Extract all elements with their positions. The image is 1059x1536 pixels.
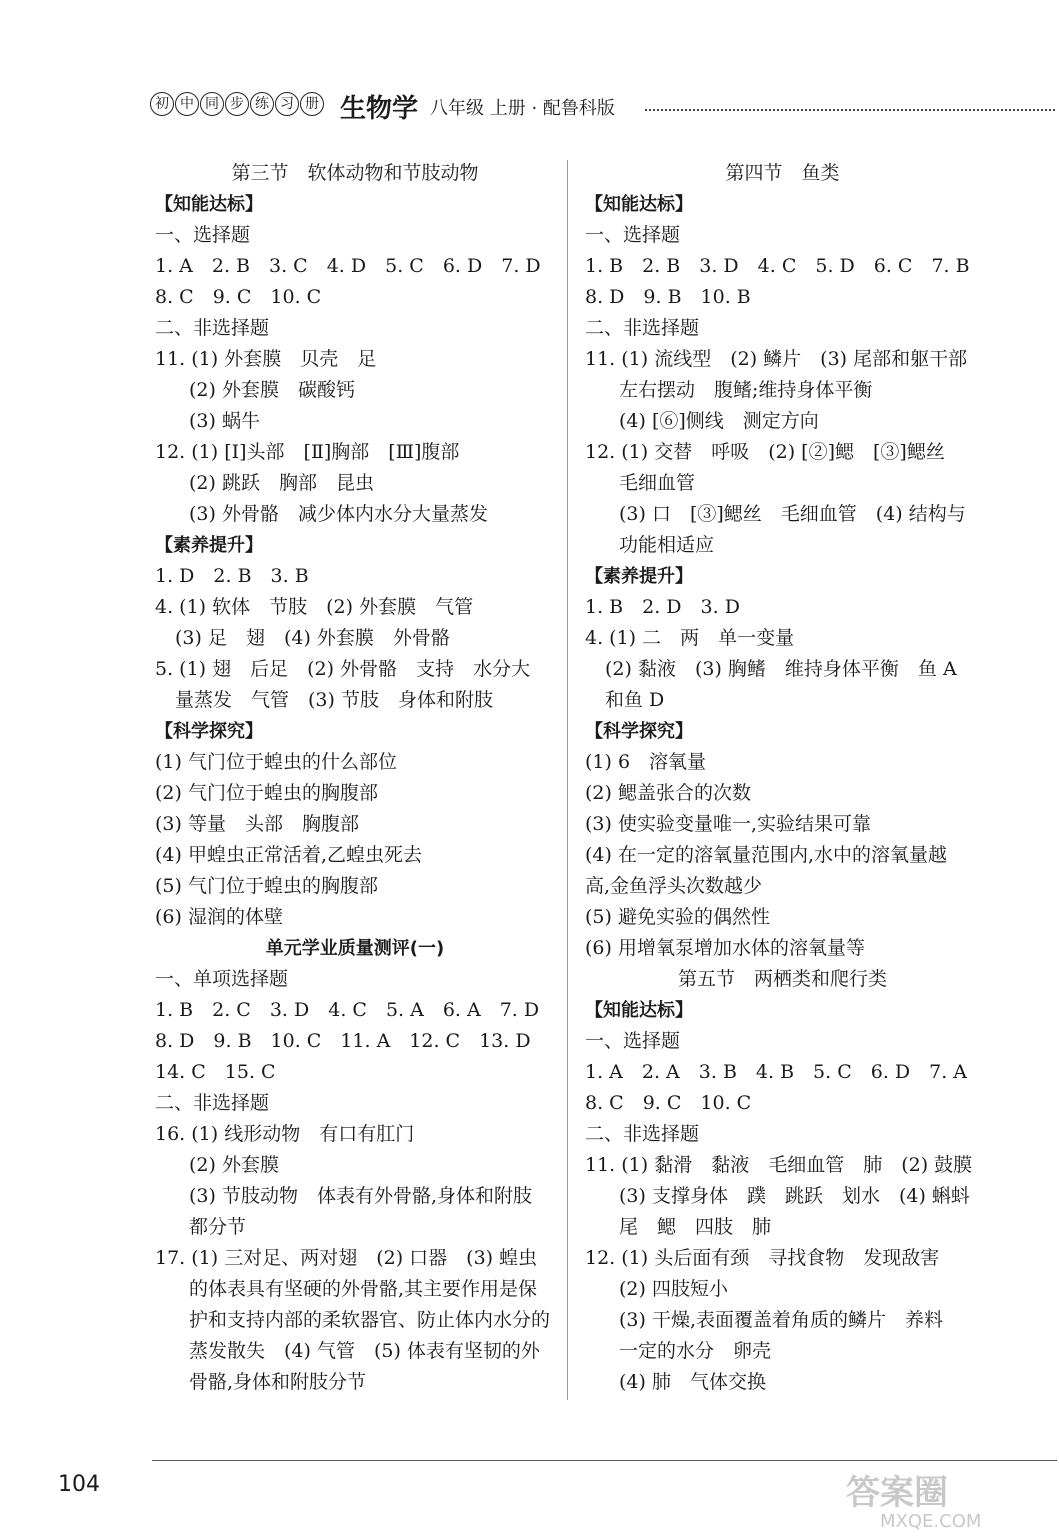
section-heading: 【知能达标】 (155, 194, 263, 215)
answer-line: 骨骼,身体和附肢分节 (189, 1371, 367, 1393)
column-divider (567, 160, 568, 1400)
answer-line: 高,金鱼浮头次数越少 (585, 875, 763, 897)
answer-line: (4) 肺 气体交换 (619, 1371, 766, 1393)
page-number: 104 (58, 1472, 100, 1497)
answer-line: 16. (1) 线形动物 有口有肛门 (155, 1123, 415, 1145)
answer-line: 1. B 2. B 3. D 4. C 5. D 6. C 7. B (585, 255, 970, 277)
svg-text:答案圈: 答案圈 (846, 1473, 948, 1513)
series-char: 同 (200, 92, 224, 116)
left-column (155, 158, 555, 1398)
answer-line: 1. B 2. C 3. D 4. C 5. A 6. A 7. D (155, 999, 540, 1021)
section-heading: 【科学探究】 (585, 721, 693, 742)
answer-line: 二、非选择题 (155, 317, 270, 339)
answer-line: (1) 气门位于蝗虫的什么部位 (155, 751, 397, 773)
answer-line: 8. C 9. C 10. C (155, 286, 322, 308)
answer-line: 1. D 2. B 3. B (155, 565, 309, 587)
answer-line: 一定的水分 卵壳 (619, 1340, 772, 1362)
answer-line: 一、选择题 (585, 224, 681, 246)
answer-line: 都分节 (189, 1216, 247, 1238)
section-title: 单元学业质量测评(一) (265, 938, 445, 959)
answer-line: (2) 鳃盖张合的次数 (585, 782, 751, 804)
answer-line: 12. (1) 交替 呼吸 (2) [②]鳃 [③]鳃丝 (585, 441, 945, 463)
subject-title: 生物学 (340, 94, 419, 124)
series-char: 步 (225, 92, 249, 116)
answer-line: 的体表具有坚硬的外骨骼,其主要作用是保 (189, 1278, 538, 1300)
series-char: 习 (275, 92, 299, 116)
watermark-logo (840, 1470, 1050, 1530)
answer-line: (3) 蜗牛 (189, 410, 260, 432)
answer-line: 护和支持内部的柔软器官、防止体内水分的 (189, 1309, 551, 1331)
answer-line: 12. (1) 头后面有颈 寻找食物 发现敌害 (585, 1247, 940, 1269)
answer-line: (2) 四肢短小 (619, 1278, 728, 1300)
answer-line: 4. (1) 软体 节肢 (2) 外套膜 气管 (155, 596, 474, 618)
answer-line: 11. (1) 外套膜 贝壳 足 (155, 348, 377, 370)
answer-line: (6) 湿润的体壁 (155, 906, 283, 928)
answer-line: 一、单项选择题 (155, 968, 289, 990)
answer-line: 11. (1) 黏滑 黏液 毛细血管 肺 (2) 鼓膜 (585, 1154, 973, 1176)
answer-line: 一、选择题 (585, 1030, 681, 1052)
answer-line: (4) 在一定的溶氧量范围内,水中的溶氧量越 (585, 844, 947, 866)
answer-line: 尾 鳃 四肢 肺 (619, 1216, 772, 1238)
answer-line: (5) 避免实验的偶然性 (585, 906, 770, 928)
answer-line: 和鱼 D (605, 689, 665, 711)
answer-line: 8. D 9. B 10. B (585, 286, 751, 308)
series-title (150, 92, 325, 116)
right-column (585, 158, 980, 1398)
answer-line: 左右摆动 腹鳍;维持身体平衡 (619, 379, 873, 401)
answer-line: (4) [⑥]侧线 测定方向 (619, 410, 819, 432)
answer-line: (2) 外套膜 (189, 1154, 279, 1176)
answer-line: 毛细血管 (619, 472, 696, 494)
section-title: 第三节 软体动物和节肢动物 (231, 162, 479, 184)
page-header (150, 88, 1059, 128)
grade-edition: 八年级 上册 · 配鲁科版 (430, 98, 615, 119)
header-dotted-rule (645, 109, 1055, 111)
section-heading: 【知能达标】 (585, 1000, 693, 1021)
section-title: 第四节 鱼类 (725, 162, 840, 184)
answer-line: (2) 黏液 (3) 胸鳍 维持身体平衡 鱼 A (605, 658, 957, 680)
section-heading: 【素养提升】 (585, 566, 693, 587)
answer-line: (3) 外骨骼 减少体内水分大量蒸发 (189, 503, 488, 525)
answer-line: 量蒸发 气管 (3) 节肢 身体和附肢 (175, 689, 493, 711)
answer-line: (2) 跳跃 胸部 昆虫 (189, 472, 374, 494)
section-heading: 【知能达标】 (585, 194, 693, 215)
answer-line: 二、非选择题 (155, 1092, 270, 1114)
series-char: 初 (150, 92, 174, 116)
answer-line: 1. B 2. D 3. D (585, 596, 740, 618)
answer-line: (4) 甲蝗虫正常活着,乙蝗虫死去 (155, 844, 422, 866)
answer-line: 功能相适应 (619, 534, 715, 556)
answer-line: (3) 节肢动物 体表有外骨骼,身体和附肢 (189, 1185, 532, 1207)
answer-line: 8. D 9. B 10. C 11. A 12. C 13. D (155, 1030, 531, 1052)
series-char: 中 (175, 92, 199, 116)
answer-line: (3) 口 [③]鳃丝 毛细血管 (4) 结构与 (619, 503, 966, 525)
answer-line: (3) 干燥,表面覆盖着角质的鳞片 养料 (619, 1309, 943, 1331)
answer-line: 1. A 2. B 3. C 4. D 5. C 6. D 7. D (155, 255, 541, 277)
section-title: 第五节 两栖类和爬行类 (677, 968, 887, 990)
answer-line: (5) 气门位于蝗虫的胸腹部 (155, 875, 378, 897)
answer-line: (6) 用增氧泵增加水体的溶氧量等 (585, 937, 865, 959)
answer-line: (3) 支撑身体 蹼 跳跃 划水 (4) 蝌蚪 (619, 1185, 970, 1207)
series-char: 练 (250, 92, 274, 116)
answer-line: 4. (1) 二 两 单一变量 (585, 627, 795, 649)
section-heading: 【素养提升】 (155, 535, 263, 556)
svg-text:MXQE.COM: MXQE.COM (880, 1511, 982, 1530)
answer-line: 12. (1) [Ⅰ]头部 [Ⅱ]胸部 [Ⅲ]腹部 (155, 441, 460, 463)
answer-line: 8. C 9. C 10. C (585, 1092, 752, 1114)
answer-line: (1) 6 溶氧量 (585, 751, 707, 773)
answer-line: 5. (1) 翅 后足 (2) 外骨骼 支持 水分大 (155, 658, 531, 680)
answer-line: (3) 等量 头部 胸腹部 (155, 813, 359, 835)
series-char: 册 (300, 92, 324, 116)
answer-line: 二、非选择题 (585, 317, 700, 339)
answer-line: 二、非选择题 (585, 1123, 700, 1145)
answer-line: (2) 外套膜 碳酸钙 (189, 379, 355, 401)
answer-line: (3) 使实验变量唯一,实验结果可靠 (585, 813, 871, 835)
answer-line: 14. C 15. C (155, 1061, 276, 1083)
answer-line: 1. A 2. A 3. B 4. B 5. C 6. D 7. A (585, 1061, 968, 1083)
answer-line: (3) 足 翅 (4) 外套膜 外骨骼 (175, 627, 450, 649)
answer-line: 蒸发散失 (4) 气管 (5) 体表有坚韧的外 (189, 1340, 540, 1362)
section-heading: 【科学探究】 (155, 721, 263, 742)
footer-rule (152, 1460, 1057, 1461)
answer-line: (2) 气门位于蝗虫的胸腹部 (155, 782, 378, 804)
answer-line: 11. (1) 流线型 (2) 鳞片 (3) 尾部和躯干部 (585, 348, 968, 370)
answer-line: 一、选择题 (155, 224, 251, 246)
answer-line: 17. (1) 三对足、两对翅 (2) 口器 (3) 蝗虫 (155, 1247, 538, 1269)
